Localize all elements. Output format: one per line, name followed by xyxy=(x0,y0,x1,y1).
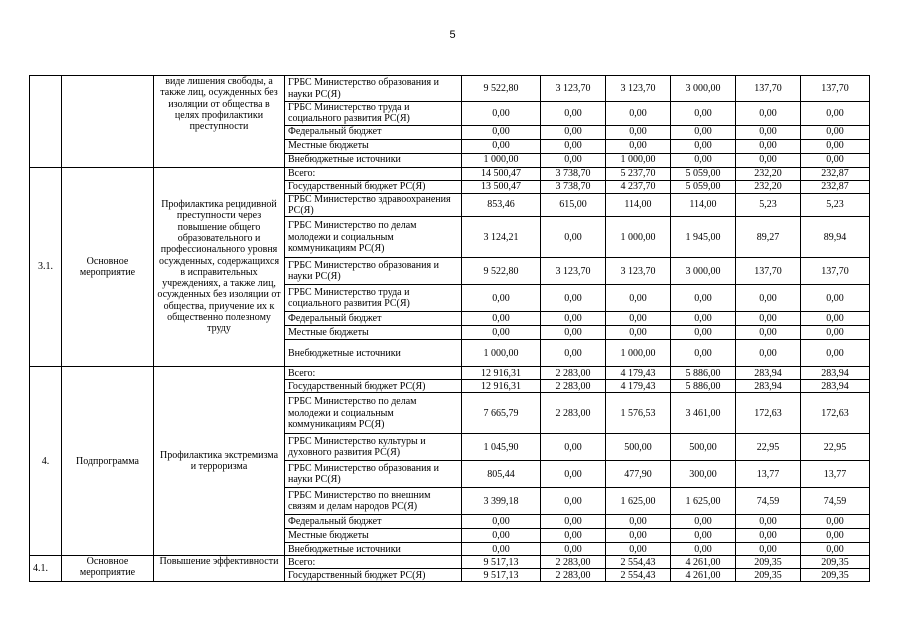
value-cell-y2021: 0,00 xyxy=(606,285,671,312)
value-cell-y2021: 0,00 xyxy=(606,125,671,139)
value-cell-y2020: 0,00 xyxy=(541,285,606,312)
funding-source-cell: Государственный бюджет РС(Я) xyxy=(285,569,462,582)
value-cell-y2020: 0,00 xyxy=(541,434,606,461)
funding-source-cell: Местные бюджеты xyxy=(285,529,462,543)
funding-source-cell: ГРБС Министерство по внешним связям и делам народов РС(Я) xyxy=(285,488,462,515)
funding-source-cell: ГРБС Министерство по делам молодежи и социальным коммуникациям РС(Я) xyxy=(285,217,462,258)
value-cell-total: 1 045,90 xyxy=(462,434,541,461)
value-cell-y2024: 0,00 xyxy=(801,153,870,167)
value-cell-total: 0,00 xyxy=(462,543,541,556)
value-cell-y2023: 0,00 xyxy=(736,102,801,126)
value-cell-total: 1 000,00 xyxy=(462,340,541,367)
value-cell-y2023: 0,00 xyxy=(736,153,801,167)
value-cell-y2020: 0,00 xyxy=(541,461,606,488)
value-cell-y2023: 22,95 xyxy=(736,434,801,461)
value-cell-y2022: 0,00 xyxy=(671,326,736,340)
value-cell-y2022: 300,00 xyxy=(671,461,736,488)
value-cell-y2020: 0,00 xyxy=(541,340,606,367)
value-cell-y2022: 3 000,00 xyxy=(671,258,736,285)
value-cell-y2024: 209,35 xyxy=(801,569,870,582)
program-name-cell: Профилактика рецидивной преступности через повышение общего образовательного и профессионального уровня осужденных, содержащихся в исправительных учреждениях, а также лиц, осужденных без изоляции от общества, приучение их к общественно полезному труду xyxy=(154,167,285,367)
value-cell-y2020: 0,00 xyxy=(541,102,606,126)
value-cell-y2020: 3 738,70 xyxy=(541,167,606,180)
value-cell-total: 0,00 xyxy=(462,312,541,326)
value-cell-y2020: 0,00 xyxy=(541,125,606,139)
value-cell-y2022: 0,00 xyxy=(671,340,736,367)
value-cell-y2020: 0,00 xyxy=(541,515,606,529)
funding-source-cell: Местные бюджеты xyxy=(285,139,462,153)
value-cell-y2020: 0,00 xyxy=(541,312,606,326)
value-cell-y2023: 209,35 xyxy=(736,556,801,569)
value-cell-y2023: 0,00 xyxy=(736,543,801,556)
funding-source-cell: Всего: xyxy=(285,367,462,380)
value-cell-y2022: 0,00 xyxy=(671,312,736,326)
value-cell-y2024: 0,00 xyxy=(801,529,870,543)
value-cell-y2021: 4 237,70 xyxy=(606,180,671,193)
value-cell-total: 3 399,18 xyxy=(462,488,541,515)
value-cell-y2020: 0,00 xyxy=(541,529,606,543)
funding-source-cell: ГРБС Министерство культуры и духовного развития РС(Я) xyxy=(285,434,462,461)
value-cell-y2023: 0,00 xyxy=(736,139,801,153)
value-cell-y2020: 2 283,00 xyxy=(541,556,606,569)
value-cell-total: 0,00 xyxy=(462,102,541,126)
value-cell-y2020: 3 123,70 xyxy=(541,76,606,102)
value-cell-y2020: 2 283,00 xyxy=(541,367,606,380)
funding-source-cell: Всего: xyxy=(285,167,462,180)
value-cell-total: 3 124,21 xyxy=(462,217,541,258)
row-number-cell: 4.1. xyxy=(30,556,62,582)
value-cell-total: 9 517,13 xyxy=(462,556,541,569)
value-cell-total: 0,00 xyxy=(462,139,541,153)
value-cell-total: 12 916,31 xyxy=(462,367,541,380)
value-cell-y2020: 0,00 xyxy=(541,326,606,340)
value-cell-y2024: 0,00 xyxy=(801,515,870,529)
program-name-cell: виде лишения свободы, а также лиц, осужденных без изоляции от общества в целях профилактики преступности xyxy=(154,76,285,168)
value-cell-y2021: 1 625,00 xyxy=(606,488,671,515)
value-cell-y2021: 0,00 xyxy=(606,102,671,126)
funding-source-cell: Федеральный бюджет xyxy=(285,515,462,529)
value-cell-total: 7 665,79 xyxy=(462,393,541,434)
value-cell-y2022: 4 261,00 xyxy=(671,556,736,569)
value-cell-y2021: 0,00 xyxy=(606,312,671,326)
funding-source-cell: Внебюджетные источники xyxy=(285,153,462,167)
funding-source-cell: ГРБС Министерство труда и социального развития РС(Я) xyxy=(285,102,462,126)
value-cell-y2023: 13,77 xyxy=(736,461,801,488)
value-cell-y2024: 74,59 xyxy=(801,488,870,515)
value-cell-y2023: 0,00 xyxy=(736,326,801,340)
funding-source-cell: ГРБС Министерство здравоохранения РС(Я) xyxy=(285,193,462,217)
funding-source-cell: Федеральный бюджет xyxy=(285,125,462,139)
value-cell-y2024: 0,00 xyxy=(801,312,870,326)
value-cell-y2020: 3 738,70 xyxy=(541,180,606,193)
value-cell-y2021: 2 554,43 xyxy=(606,556,671,569)
value-cell-y2022: 0,00 xyxy=(671,285,736,312)
funding-source-cell: ГРБС Министерство труда и социального развития РС(Я) xyxy=(285,285,462,312)
value-cell-y2023: 0,00 xyxy=(736,340,801,367)
value-cell-y2023: 5,23 xyxy=(736,193,801,217)
value-cell-y2022: 4 261,00 xyxy=(671,569,736,582)
value-cell-y2024: 0,00 xyxy=(801,125,870,139)
value-cell-y2022: 0,00 xyxy=(671,139,736,153)
value-cell-y2022: 0,00 xyxy=(671,515,736,529)
value-cell-y2023: 209,35 xyxy=(736,569,801,582)
value-cell-y2023: 283,94 xyxy=(736,367,801,380)
page-number: 5 xyxy=(449,29,456,41)
budget-table-body xyxy=(30,76,870,582)
value-cell-y2024: 232,87 xyxy=(801,167,870,180)
value-cell-total: 805,44 xyxy=(462,461,541,488)
value-cell-y2020: 0,00 xyxy=(541,488,606,515)
value-cell-y2023: 232,20 xyxy=(736,180,801,193)
value-cell-y2021: 0,00 xyxy=(606,326,671,340)
value-cell-y2023: 137,70 xyxy=(736,76,801,102)
value-cell-y2021: 1 000,00 xyxy=(606,340,671,367)
program-name-cell: Повышение эффективности xyxy=(154,556,285,582)
value-cell-y2020: 0,00 xyxy=(541,139,606,153)
row-number-cell: 4. xyxy=(30,367,62,556)
value-cell-y2021: 1 000,00 xyxy=(606,153,671,167)
value-cell-total: 9 517,13 xyxy=(462,569,541,582)
value-cell-y2023: 283,94 xyxy=(736,380,801,393)
value-cell-y2023: 0,00 xyxy=(736,125,801,139)
value-cell-y2021: 4 179,43 xyxy=(606,380,671,393)
table-row xyxy=(30,76,870,102)
value-cell-y2022: 5 059,00 xyxy=(671,180,736,193)
value-cell-y2023: 0,00 xyxy=(736,515,801,529)
value-cell-total: 14 500,47 xyxy=(462,167,541,180)
table-row xyxy=(30,167,870,180)
value-cell-y2022: 5 886,00 xyxy=(671,367,736,380)
value-cell-y2023: 0,00 xyxy=(736,285,801,312)
value-cell-total: 13 500,47 xyxy=(462,180,541,193)
value-cell-y2021: 0,00 xyxy=(606,543,671,556)
row-number-cell: 3.1. xyxy=(30,167,62,367)
budget-table xyxy=(29,75,870,582)
value-cell-y2024: 172,63 xyxy=(801,393,870,434)
value-cell-y2023: 89,27 xyxy=(736,217,801,258)
value-cell-total: 853,46 xyxy=(462,193,541,217)
table-row xyxy=(30,367,870,380)
row-number-cell xyxy=(30,76,62,168)
funding-source-cell: ГРБС Министерство по делам молодежи и социальным коммуникациям РС(Я) xyxy=(285,393,462,434)
funding-source-cell: Местные бюджеты xyxy=(285,326,462,340)
value-cell-y2020: 3 123,70 xyxy=(541,258,606,285)
value-cell-y2021: 0,00 xyxy=(606,529,671,543)
funding-source-cell: Внебюджетные источники xyxy=(285,543,462,556)
value-cell-y2024: 137,70 xyxy=(801,76,870,102)
value-cell-y2022: 1 625,00 xyxy=(671,488,736,515)
funding-source-cell: Федеральный бюджет xyxy=(285,312,462,326)
value-cell-total: 0,00 xyxy=(462,515,541,529)
value-cell-y2020: 2 283,00 xyxy=(541,380,606,393)
value-cell-y2024: 0,00 xyxy=(801,326,870,340)
funding-source-cell: Государственный бюджет РС(Я) xyxy=(285,380,462,393)
value-cell-total: 0,00 xyxy=(462,285,541,312)
value-cell-y2024: 209,35 xyxy=(801,556,870,569)
value-cell-y2020: 0,00 xyxy=(541,153,606,167)
value-cell-total: 0,00 xyxy=(462,125,541,139)
value-cell-y2024: 137,70 xyxy=(801,258,870,285)
value-cell-y2024: 0,00 xyxy=(801,102,870,126)
value-cell-y2021: 500,00 xyxy=(606,434,671,461)
value-cell-y2020: 2 283,00 xyxy=(541,569,606,582)
value-cell-y2023: 0,00 xyxy=(736,312,801,326)
value-cell-y2022: 500,00 xyxy=(671,434,736,461)
value-cell-y2023: 0,00 xyxy=(736,529,801,543)
value-cell-total: 0,00 xyxy=(462,529,541,543)
value-cell-y2021: 2 554,43 xyxy=(606,569,671,582)
value-cell-y2024: 232,87 xyxy=(801,180,870,193)
value-cell-y2024: 13,77 xyxy=(801,461,870,488)
value-cell-y2021: 114,00 xyxy=(606,193,671,217)
value-cell-y2021: 0,00 xyxy=(606,515,671,529)
value-cell-total: 9 522,80 xyxy=(462,76,541,102)
value-cell-y2022: 5 059,00 xyxy=(671,167,736,180)
funding-source-cell: Всего: xyxy=(285,556,462,569)
program-type-cell: Подпрограмма xyxy=(62,367,154,556)
value-cell-y2023: 74,59 xyxy=(736,488,801,515)
value-cell-y2022: 3 000,00 xyxy=(671,76,736,102)
value-cell-total: 9 522,80 xyxy=(462,258,541,285)
funding-source-cell: ГРБС Министерство образования и науки РС(Я) xyxy=(285,258,462,285)
value-cell-total: 12 916,31 xyxy=(462,380,541,393)
value-cell-total: 0,00 xyxy=(462,326,541,340)
funding-source-cell: Государственный бюджет РС(Я) xyxy=(285,180,462,193)
value-cell-y2021: 5 237,70 xyxy=(606,167,671,180)
value-cell-y2022: 5 886,00 xyxy=(671,380,736,393)
value-cell-y2021: 1 000,00 xyxy=(606,217,671,258)
value-cell-y2023: 172,63 xyxy=(736,393,801,434)
value-cell-y2021: 0,00 xyxy=(606,139,671,153)
value-cell-y2022: 114,00 xyxy=(671,193,736,217)
program-name-cell: Профилактика экстремизма и терроризма xyxy=(154,367,285,556)
program-type-cell xyxy=(62,76,154,168)
value-cell-y2024: 0,00 xyxy=(801,543,870,556)
value-cell-y2022: 0,00 xyxy=(671,529,736,543)
value-cell-y2021: 477,90 xyxy=(606,461,671,488)
value-cell-y2022: 0,00 xyxy=(671,125,736,139)
value-cell-y2024: 0,00 xyxy=(801,285,870,312)
value-cell-y2024: 22,95 xyxy=(801,434,870,461)
value-cell-y2024: 89,94 xyxy=(801,217,870,258)
value-cell-y2020: 0,00 xyxy=(541,217,606,258)
program-type-cell: Основное мероприятие xyxy=(62,167,154,367)
value-cell-y2024: 0,00 xyxy=(801,340,870,367)
value-cell-y2021: 3 123,70 xyxy=(606,258,671,285)
value-cell-total: 1 000,00 xyxy=(462,153,541,167)
value-cell-y2022: 0,00 xyxy=(671,153,736,167)
value-cell-y2022: 0,00 xyxy=(671,543,736,556)
value-cell-y2021: 4 179,43 xyxy=(606,367,671,380)
value-cell-y2020: 0,00 xyxy=(541,543,606,556)
value-cell-y2024: 0,00 xyxy=(801,139,870,153)
value-cell-y2024: 283,94 xyxy=(801,380,870,393)
value-cell-y2020: 615,00 xyxy=(541,193,606,217)
funding-source-cell: ГРБС Министерство образования и науки РС(Я) xyxy=(285,76,462,102)
value-cell-y2023: 137,70 xyxy=(736,258,801,285)
funding-source-cell: Внебюджетные источники xyxy=(285,340,462,367)
value-cell-y2020: 2 283,00 xyxy=(541,393,606,434)
value-cell-y2021: 1 576,53 xyxy=(606,393,671,434)
value-cell-y2022: 0,00 xyxy=(671,102,736,126)
value-cell-y2022: 1 945,00 xyxy=(671,217,736,258)
value-cell-y2024: 5,23 xyxy=(801,193,870,217)
funding-source-cell: ГРБС Министерство образования и науки РС(Я) xyxy=(285,461,462,488)
value-cell-y2022: 3 461,00 xyxy=(671,393,736,434)
value-cell-y2024: 283,94 xyxy=(801,367,870,380)
value-cell-y2021: 3 123,70 xyxy=(606,76,671,102)
value-cell-y2023: 232,20 xyxy=(736,167,801,180)
program-type-cell: Основное мероприятие xyxy=(62,556,154,582)
table-row xyxy=(30,556,870,569)
